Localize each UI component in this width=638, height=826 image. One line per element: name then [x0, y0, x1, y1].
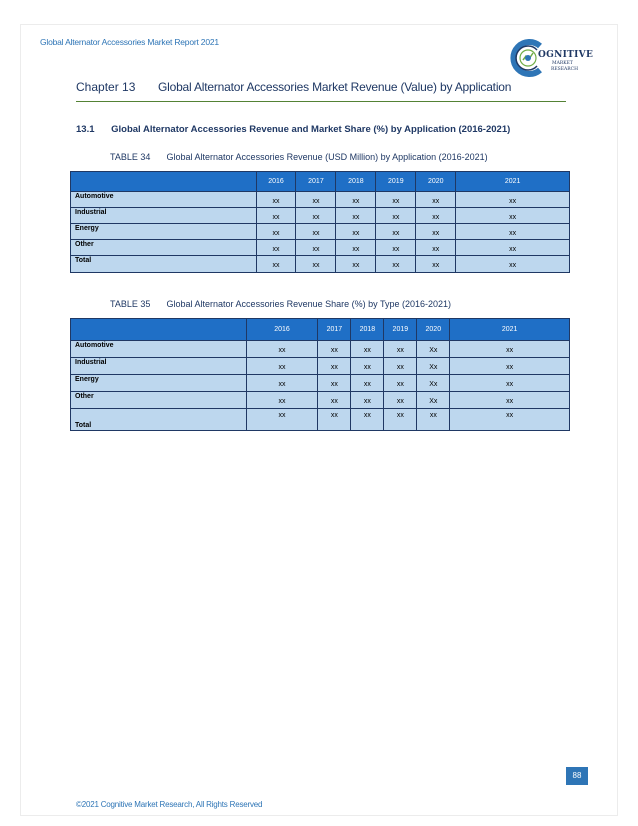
- table-cell: xx: [318, 375, 351, 392]
- company-logo: [508, 38, 594, 78]
- table-cell: xx: [456, 224, 570, 240]
- table35-title: Global Alternator Accessories Revenue Share (%) by Type (2016-2021): [166, 299, 452, 309]
- table-cell: xx: [384, 358, 417, 375]
- table-cell: xx: [351, 409, 384, 431]
- chapter-title: Global Alternator Accessories Market Revenue (Value) by Application: [158, 80, 512, 94]
- table34-row-label: Energy: [71, 224, 257, 240]
- table-cell: xx: [351, 392, 384, 409]
- table-cell: xx: [384, 341, 417, 358]
- table-cell: xx: [416, 208, 456, 224]
- table-cell: xx: [456, 208, 570, 224]
- table34: [70, 171, 570, 273]
- table-cell: xx: [296, 224, 336, 240]
- table-cell: xx: [376, 224, 416, 240]
- table-cell: xx: [456, 256, 570, 273]
- table-cell: xx: [336, 256, 376, 273]
- table-cell: xx: [318, 392, 351, 409]
- header-report-title: Global Alternator Accessories Market Report 2021: [40, 37, 219, 47]
- table-row: [71, 224, 570, 240]
- table35-col-2020: 2020: [417, 319, 450, 341]
- table35-row-label: Energy: [71, 375, 247, 392]
- table-cell: Xx: [417, 375, 450, 392]
- table-cell: xx: [336, 192, 376, 208]
- table-cell: xx: [416, 256, 456, 273]
- table-row: [71, 256, 570, 273]
- table-cell: xx: [450, 358, 570, 375]
- table-cell: xx: [376, 208, 416, 224]
- table-cell: xx: [376, 256, 416, 273]
- table-row: [71, 358, 570, 375]
- table35-col-2018: 2018: [351, 319, 384, 341]
- table-cell: xx: [456, 192, 570, 208]
- table-row: [71, 208, 570, 224]
- table-cell: Xx: [417, 392, 450, 409]
- table-cell: xx: [256, 192, 296, 208]
- table34-row-label: Industrial: [71, 208, 257, 224]
- table-cell: xx: [256, 208, 296, 224]
- logo-wordmark: OGNITIVE: [538, 50, 594, 60]
- table-cell: xx: [318, 409, 351, 431]
- table-cell: xx: [256, 240, 296, 256]
- logo-sub-research: RESEARCH: [551, 67, 579, 72]
- table-cell: xx: [384, 392, 417, 409]
- section-title: Global Alternator Accessories Revenue and Market Share (%) by Application (2016-2021): [111, 124, 511, 135]
- table34-col-2019: 2019: [376, 172, 416, 192]
- table35: [70, 318, 570, 431]
- section-number: 13.1: [76, 124, 95, 135]
- table-cell: xx: [456, 240, 570, 256]
- table-cell: xx: [256, 256, 296, 273]
- table-cell: xx: [246, 409, 318, 431]
- table34-row-label: Total: [71, 256, 257, 273]
- table34-caption: [110, 152, 488, 162]
- table-cell: xx: [416, 192, 456, 208]
- table35-row-label: Other: [71, 392, 247, 409]
- table-cell: xx: [376, 240, 416, 256]
- table-cell: xx: [336, 224, 376, 240]
- table-cell: xx: [450, 392, 570, 409]
- table-cell: xx: [450, 409, 570, 431]
- table-cell: xx: [417, 409, 450, 431]
- table35-row-label: Industrial: [71, 358, 247, 375]
- table35-col-2021: 2021: [450, 319, 570, 341]
- table35-caption: [110, 299, 451, 309]
- table-cell: xx: [318, 358, 351, 375]
- table-cell: xx: [351, 341, 384, 358]
- table-cell: xx: [416, 224, 456, 240]
- table34-col-2020: 2020: [416, 172, 456, 192]
- page-number-badge: 88: [566, 767, 588, 785]
- table-cell: xx: [246, 392, 318, 409]
- table-cell: xx: [318, 341, 351, 358]
- table-cell: xx: [450, 375, 570, 392]
- table-cell: xx: [296, 240, 336, 256]
- table34-col-2018: 2018: [336, 172, 376, 192]
- table34-number: TABLE 34: [110, 152, 151, 162]
- table34-col-2016: 2016: [256, 172, 296, 192]
- table35-row-label: Total: [71, 409, 247, 431]
- table-cell: Xx: [417, 341, 450, 358]
- table-cell: xx: [351, 358, 384, 375]
- table34-col-2017: 2017: [296, 172, 336, 192]
- table35-corner: [71, 319, 247, 341]
- table-row: [71, 240, 570, 256]
- table34-col-2021: 2021: [456, 172, 570, 192]
- table-cell: xx: [256, 224, 296, 240]
- table-row: [71, 192, 570, 208]
- table35-col-2017: 2017: [318, 319, 351, 341]
- table34-title: Global Alternator Accessories Revenue (USD Million) by Application (2016-2021): [166, 152, 488, 162]
- table-cell: xx: [336, 208, 376, 224]
- table-cell: xx: [376, 192, 416, 208]
- table35-row-label: Automotive: [71, 341, 247, 358]
- table-cell: xx: [296, 192, 336, 208]
- table-cell: xx: [246, 341, 318, 358]
- table34-row-label: Automotive: [71, 192, 257, 208]
- table-cell: xx: [384, 409, 417, 431]
- table34-row-label: Other: [71, 240, 257, 256]
- table-cell: Xx: [417, 358, 450, 375]
- table35-col-2016: 2016: [246, 319, 318, 341]
- chapter-heading: [76, 80, 566, 102]
- table35-col-2019: 2019: [384, 319, 417, 341]
- table-cell: xx: [246, 358, 318, 375]
- table-cell: xx: [246, 375, 318, 392]
- table-cell: xx: [450, 341, 570, 358]
- table-row: [71, 375, 570, 392]
- table-cell: xx: [351, 375, 384, 392]
- table-cell: xx: [384, 375, 417, 392]
- table-cell: xx: [296, 208, 336, 224]
- table34-corner: [71, 172, 257, 192]
- table-cell: xx: [296, 256, 336, 273]
- table-row: [71, 392, 570, 409]
- table-row: [71, 409, 570, 431]
- section-heading: [76, 124, 510, 135]
- chapter-label: Chapter 13: [76, 80, 136, 94]
- table35-number: TABLE 35: [110, 299, 151, 309]
- table-cell: xx: [416, 240, 456, 256]
- logo-sub-market: MARKET: [552, 61, 573, 66]
- footer-copyright: ©2021 Cognitive Market Research, All Rights Reserved: [76, 800, 263, 809]
- table-cell: xx: [336, 240, 376, 256]
- table-row: [71, 341, 570, 358]
